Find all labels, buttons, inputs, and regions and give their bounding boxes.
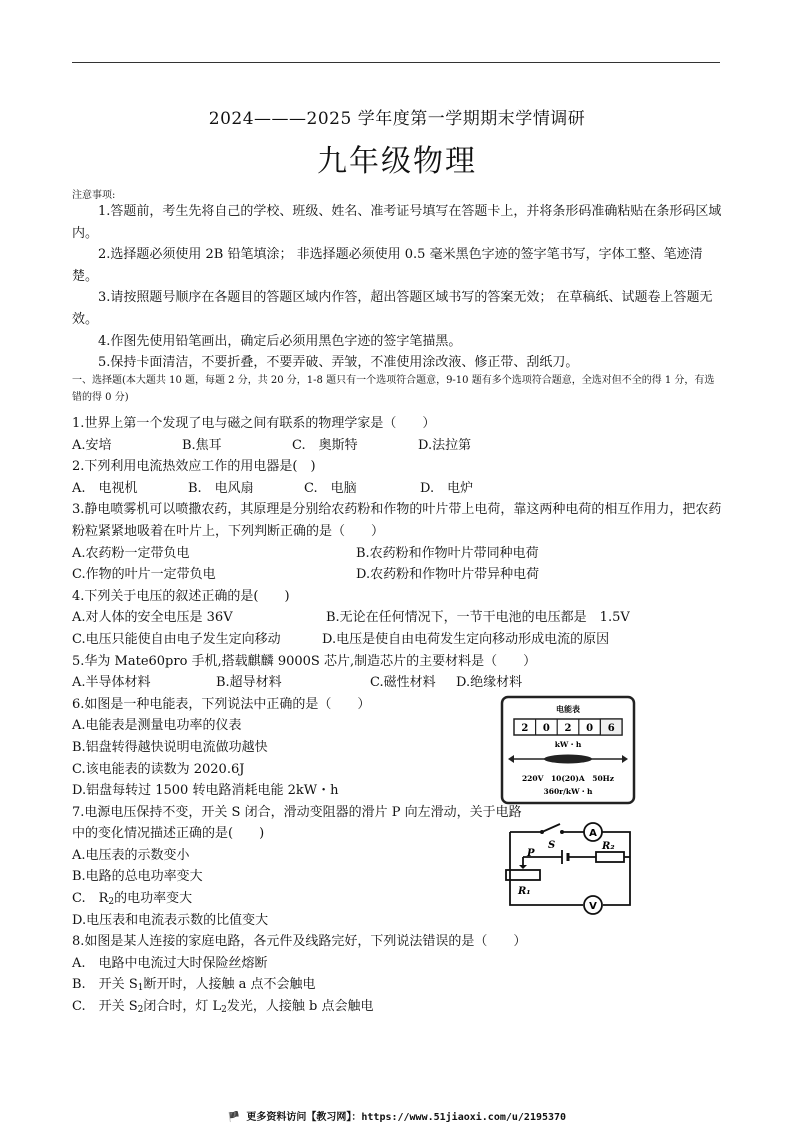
- q2-stem: 2.下列利用电流热效应工作的用电器是( ): [72, 459, 316, 475]
- meter-digit-1: 2: [521, 723, 529, 734]
- top-rule: [72, 62, 720, 63]
- q3-option-b: B.农药粉和作物叶片带同种电荷: [356, 545, 539, 561]
- q1-option-d: D.法拉第: [418, 437, 472, 453]
- q1-option-b: B.焦耳: [182, 437, 222, 453]
- q5-stem: 5.华为 Mate60pro 手机,搭载麒麟 9000S 芯片,制造芯片的主要材料是（ ）: [72, 653, 537, 669]
- meter-spec: 220V 10(20)A 50Hz: [521, 774, 615, 783]
- rheostat-r1: [506, 870, 540, 880]
- q8-option-c-mid: 闭合时，灯 L: [143, 999, 222, 1015]
- q1-stem: 1.世界上第一个发现了电与磁之间有联系的物理学家是（ ）: [72, 416, 436, 431]
- q7-option-d: D.电压表和电流表示数的比值变大: [72, 912, 269, 928]
- subject-title: 九年级物理: [317, 144, 477, 179]
- q4-option-a: A.对人体的安全电压是 36V: [72, 610, 233, 626]
- q8-option-b: [72, 974, 722, 996]
- q8-option-b-sub: 1: [137, 983, 144, 994]
- electric-meter-figure: [500, 695, 636, 805]
- ammeter-label: A: [589, 828, 597, 839]
- note-item-2: 2.选择题必须使用 2B 铅笔填涂； 非选择题必须使用 0.5 毫米黑色字迹的签字笔书写，字体工整、笔迹清楚。: [72, 247, 703, 284]
- q8-option-b-post: 断开时，人接触 a 点不会触电: [143, 977, 316, 993]
- meter-digit-2: 0: [542, 723, 550, 734]
- q4-option-c: C.电压只能使自由电子发生定向移动: [72, 631, 281, 647]
- q8-option-c-post: 发光，人接触 b 点会触电: [226, 999, 374, 1015]
- resistor-r2: [596, 852, 624, 862]
- q5-option-a: A.半导体材料: [72, 675, 151, 691]
- voltmeter-label: V: [589, 901, 597, 912]
- q1-option-a: A.安培: [72, 437, 112, 453]
- q7-option-c-sub: 2: [108, 897, 115, 908]
- note-item-4: 4.作图先使用铅笔画出，确定后必须用黑色字迹的签字笔描黑。: [98, 333, 462, 349]
- r2-label: R₂: [602, 841, 615, 852]
- meter-digit-3: 2: [564, 723, 572, 734]
- q7-stem-line1: 7.电源电压保持不变，开关 S 闭合，滑动变阻器的滑片 P 向左滑动，关于电路: [72, 804, 522, 820]
- q3-stem: 3.静电喷雾机可以喷撒农药，其原理是分别给农药粉和作物的叶片带上电荷，靠这两种电荷的相互作用力，把农药粉粒紧紧地吸着在叶片上，下列判断正确的是（ ）: [72, 502, 722, 539]
- note-item-1: 1.答题前，考生先将自己的学校、班级、姓名、准考证号填写在答题卡上，并将条形码准确粘贴在条形码区域内。: [72, 204, 722, 241]
- q3-options-cd: [72, 564, 722, 586]
- q7-option-b: B.电路的总电功率变大: [72, 869, 203, 885]
- q8-option-c-pre: C. 开关 S: [72, 999, 138, 1015]
- q6-option-d: D.铝盘每转过 1500 转电路消耗电能 2kW・h: [72, 783, 339, 799]
- q3-option-a: A.农药粉一定带负电: [72, 545, 190, 561]
- slider-label: P: [527, 848, 535, 859]
- q5-option-c: C.磁性材料: [370, 675, 436, 691]
- note-item-5: 5.保持卡面清洁，不要折叠，不要弄破、弄皱，不准使用涂改液、修正带、刮纸刀。: [98, 355, 579, 371]
- q4-options-cd: [72, 629, 722, 651]
- q8-option-c-sub2: 2: [221, 1005, 227, 1016]
- q7-option-c-post: 的电功率变大: [114, 891, 193, 907]
- q7-option-a: A.电压表的示数变小: [72, 847, 190, 863]
- switch-s-blade: [542, 824, 560, 832]
- meter-label: 电能表: [556, 704, 580, 714]
- q2-options: [72, 478, 722, 500]
- q8-option-a: A. 电路中电流过大时保险丝熔断: [72, 955, 268, 971]
- q7-option-c-pre: C. R: [72, 891, 109, 907]
- section-1-heading: 一、选择题(本大题共 10 题，每题 2 分，共 20 分，1-8 题只有一个选项符合题意，9-10 题有多个选项符合题意，全选对但不全的得 1 分，有选错的得 0 分): [72, 375, 715, 403]
- notes-list: [72, 201, 722, 374]
- meter-aluminium-disc: [544, 755, 592, 764]
- q3-options-ab: [72, 543, 722, 565]
- q6-stem: 6.如图是一种电能表，下列说法中正确的是（ ）: [72, 696, 371, 712]
- meter-digit-4: 0: [586, 723, 594, 734]
- r1-label: R₁: [518, 886, 531, 897]
- meter-rate: 360r/kW・h: [543, 787, 593, 796]
- q4-options-ab: [72, 607, 722, 629]
- notes-heading: 注意事项:: [72, 190, 116, 201]
- q5-options: [72, 672, 722, 694]
- q2-option-a: A. 电视机: [72, 480, 138, 496]
- exam-title: 2024———2025 学年度第一学期期末学情调研: [208, 109, 586, 129]
- circuit-diagram: [502, 810, 637, 915]
- q4-stem: 4.下列关于电压的叙述正确的是( ): [72, 588, 290, 604]
- q2-option-c: C. 电脑: [304, 480, 357, 496]
- q2-option-d: D. 电炉: [420, 480, 474, 496]
- q7-stem-line2: 中的变化情况描述正确的是( ): [72, 826, 265, 842]
- q8-stem: 8.如图是某人连接的家庭电路，各元件及线路完好，下列说法错误的是（ ）: [72, 934, 527, 950]
- q8-option-b-pre: B. 开关 S: [72, 977, 138, 993]
- q6-option-a: A.电能表是测量电功率的仪表: [72, 718, 242, 734]
- q4-option-b: B.无论在任何情况下，一节干电池的电压都是 1.5V: [326, 610, 630, 626]
- q8-option-c: [72, 996, 722, 1018]
- q6-option-c: C.该电能表的读数为 2020.6J: [72, 761, 245, 777]
- q2-option-b: B. 电风扇: [188, 480, 254, 496]
- switch-label: S: [548, 840, 556, 851]
- q1-option-c: C. 奥斯特: [292, 437, 358, 453]
- q3-option-c: C.作物的叶片一定带负电: [72, 567, 216, 583]
- footer-link[interactable]: 🏴 更多资料访问【教习网】：https://www.51jiaoxi.com/u/2195370: [227, 1112, 567, 1123]
- note-item-3: 3.请按照题号顺序在各题目的答题区域内作答，超出答题区域书写的答案无效； 在草稿纸、试题卷上答题无效。: [72, 290, 713, 327]
- q8-option-c-sub: 2: [137, 1005, 144, 1016]
- q6-option-b: B.铝盘转得越快说明电流做功越快: [72, 739, 268, 755]
- q4-option-d: D.电压是使自由电荷发生定向移动形成电流的原因: [322, 631, 610, 647]
- meter-digit-5: 6: [607, 723, 615, 734]
- q5-option-b: B.超导材料: [216, 675, 282, 691]
- q1-options: [72, 435, 722, 457]
- q3-option-d: D.农药粉和作物叶片带异种电荷: [356, 567, 540, 583]
- q5-option-d: D.绝缘材料: [456, 675, 523, 691]
- meter-unit: kW・h: [554, 740, 582, 749]
